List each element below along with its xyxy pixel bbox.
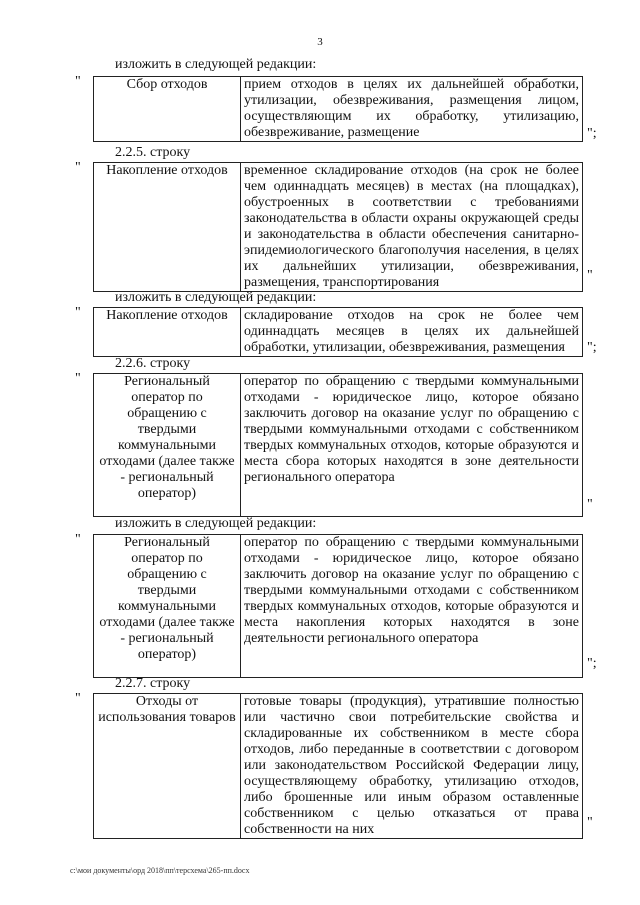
table-row bbox=[94, 374, 583, 517]
term-cell: Накопление отходов bbox=[94, 163, 241, 292]
instruction-226: 2.2.6. строку bbox=[115, 356, 191, 371]
table-row bbox=[94, 163, 583, 292]
page-number: 3 bbox=[317, 36, 323, 48]
table-row bbox=[94, 308, 583, 357]
open-quote: " bbox=[75, 160, 81, 175]
open-quote: " bbox=[75, 691, 81, 706]
definition-cell: оператор по обращению с твердыми коммунальными отходами - юридическое лицо, которое обязано заключить договор на оказание услуг по обращению с твердыми коммунальными отходами с собственником твердых коммунальных отходов, которые образуются и места накопления которых находятся в зоне деятельности регионального оператора bbox=[241, 535, 583, 678]
definition-table-regional-operator-old bbox=[93, 373, 583, 517]
close-quote: " bbox=[587, 497, 593, 512]
term-cell: Отходы от использования товаров bbox=[94, 694, 241, 839]
definition-table-collection bbox=[93, 76, 583, 142]
definition-table-accumulation-new bbox=[93, 307, 583, 357]
close-quote: "; bbox=[587, 656, 597, 671]
instruction-new-wording: изложить в следующей редакции: bbox=[115, 57, 317, 72]
table-row bbox=[94, 77, 583, 142]
open-quote: " bbox=[75, 532, 81, 547]
term-cell: Региональный оператор по обращению с твердыми коммунальными отходами (далее также - региональный оператор) bbox=[94, 535, 241, 678]
definition-table-waste-from-use bbox=[93, 693, 583, 839]
term-cell: Региональный оператор по обращению с твердыми коммунальными отходами (далее также - региональный оператор) bbox=[94, 374, 241, 517]
instruction-227: 2.2.7. строку bbox=[115, 676, 191, 691]
close-quote: " bbox=[587, 815, 593, 830]
close-quote: "; bbox=[587, 126, 597, 141]
definition-cell: готовые товары (продукция), утратившие полностью или частично свои потребительские свойства и складированные их собственником в месте сбора отходов, либо переданные в соответствии с договором или законодательством Российской Федерации лицу, осуществляющему обработку, утилизацию отходов, либо брошенные или иным образом оставленные собственником с целью отказаться от права собственности на них bbox=[241, 694, 583, 839]
close-quote: " bbox=[587, 268, 593, 283]
term-cell: Накопление отходов bbox=[94, 308, 241, 357]
footer-file-path: c:\мои документы\орд 2018\пп\терсхема\265-пп.docx bbox=[70, 866, 250, 875]
term-cell: Сбор отходов bbox=[94, 77, 241, 142]
definition-cell: оператор по обращению с твердыми коммунальными отходами - юридическое лицо, которое обязано заключить договор на оказание услуг по обращению с твердыми коммунальными отходами с собственником твердых коммунальных отходов, которые образуются и места сбора которых находятся в зоне деятельности регионального оператора bbox=[241, 374, 583, 517]
close-quote: "; bbox=[587, 340, 597, 355]
definition-cell: складирование отходов на срок не более чем одиннадцать месяцев в целях их дальнейшей обработки, утилизации, обезвреживания, размещения bbox=[241, 308, 583, 357]
open-quote: " bbox=[75, 371, 81, 386]
open-quote: " bbox=[75, 74, 81, 89]
instruction-225: 2.2.5. строку bbox=[115, 145, 191, 160]
definition-cell: прием отходов в целях их дальнейшей обработки, утилизации, обезвреживания, размещения лицом, осуществляющим их обработку, утилизацию, обезвреживание, размещение bbox=[241, 77, 583, 142]
definition-cell: временное складирование отходов (на срок не более чем одиннадцать месяцев) в местах (на площадках), обустроенных в соответствии с требованиями законодательства в области охраны окружающей среды и законодательства в области обеспечения санитарно-эпидемиологического благополучия населения, в целях их дальнейших утилизации, обезвреживания, размещения, транспортирования bbox=[241, 163, 583, 292]
instruction-new-wording: изложить в следующей редакции: bbox=[115, 516, 317, 531]
table-row bbox=[94, 694, 583, 839]
open-quote: " bbox=[75, 305, 81, 320]
instruction-new-wording: изложить в следующей редакции: bbox=[115, 290, 317, 305]
table-row bbox=[94, 535, 583, 678]
definition-table-regional-operator-new bbox=[93, 534, 583, 678]
definition-table-accumulation-old bbox=[93, 162, 583, 292]
